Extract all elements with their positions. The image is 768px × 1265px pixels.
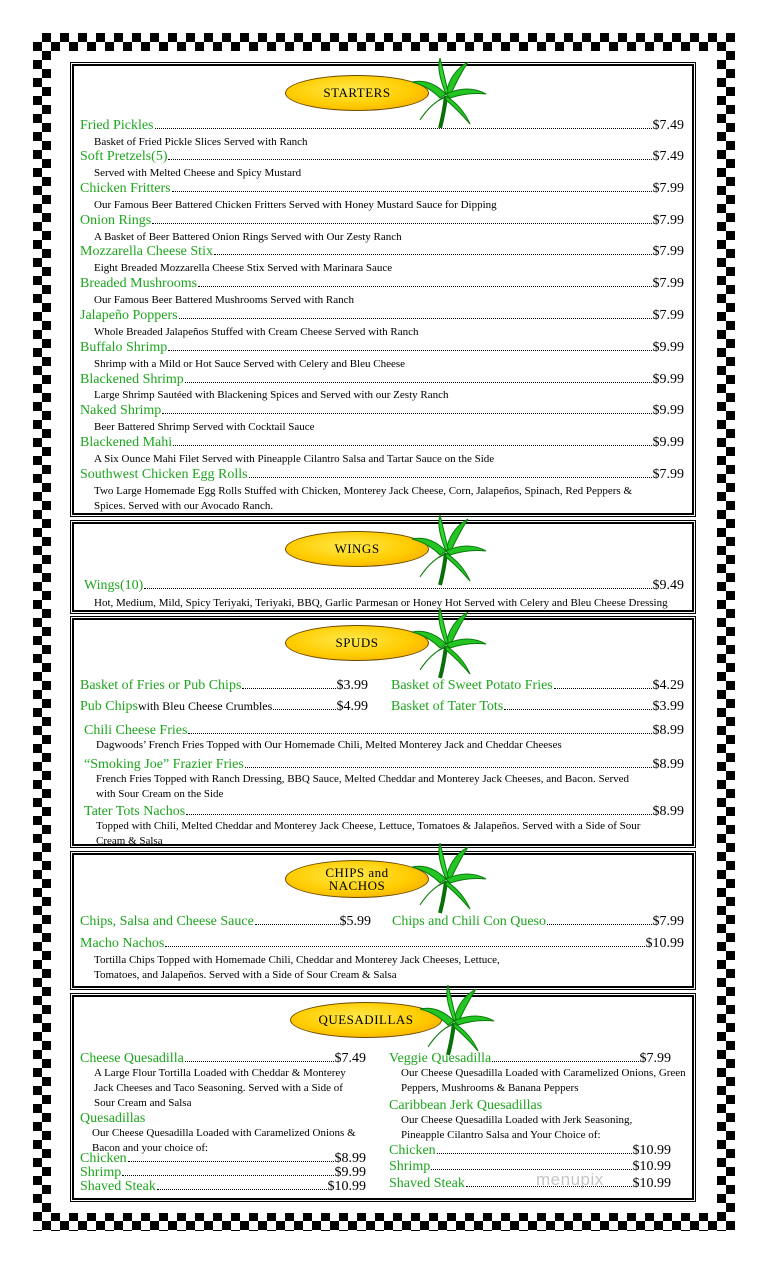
item-name: Chips and Chili Con Queso	[392, 914, 547, 929]
chips-banner	[285, 860, 429, 898]
item-price: $3.99	[652, 699, 684, 714]
item-name: Shrimp	[80, 1165, 122, 1180]
menu-item	[80, 1179, 366, 1195]
menu-item	[80, 149, 684, 165]
item-name: Blackened Shrimp	[80, 372, 184, 387]
item-description: Beer Battered Shrimp Served with Cocktail Sauce	[94, 421, 315, 433]
item-name: Veggie Quesadilla	[389, 1051, 492, 1066]
wings-title: WINGS	[334, 541, 380, 556]
menu-item	[80, 435, 684, 451]
item-price: $7.49	[652, 118, 684, 133]
item-name: Onion Rings	[80, 213, 152, 228]
menu-item	[84, 578, 684, 594]
item-description: Our Famous Beer Battered Chicken Fritters Served with Honey Mustard Sauce for Dipping	[94, 199, 497, 211]
item-description: French Fries Topped with Ranch Dressing, BBQ Sauce, Melted Cheddar and Monterey Jack Cheeses, and Bacon. Served with Sour Cream on the Side	[96, 773, 630, 800]
menu-item	[80, 936, 684, 952]
menu-item	[80, 213, 684, 229]
menu-item	[80, 699, 368, 715]
menu-item	[80, 244, 684, 260]
item-price: $9.99	[652, 403, 684, 418]
menu-item	[389, 1159, 671, 1175]
spuds-title: SPUDS	[335, 635, 379, 650]
menu-item	[80, 403, 684, 419]
item-qty: (10)	[120, 578, 144, 593]
starters-banner	[285, 75, 429, 111]
item-price: $7.99	[652, 467, 684, 482]
item-description: Basket of Fried Pickle Slices Served with Ranch	[94, 136, 308, 148]
item-description: A Basket of Beer Battered Onion Rings Served with Our Zesty Ranch	[94, 231, 402, 243]
item-description: Topped with Chili, Melted Cheddar and Monterey Jack Cheese, Lettuce, Tomatoes & Jalapeños. Served with a Side of Sour Cream & Salsa	[96, 820, 641, 847]
item-price: $7.99	[652, 276, 684, 291]
quesadillas-title: QUESADILLAS	[318, 1012, 414, 1027]
item-price: $7.99	[652, 914, 684, 929]
item-description: Dagwoods’ French Fries Topped with Our Homemade Chili, Melted Monterey Jack and Cheddar Cheeses	[96, 739, 562, 751]
item-name: Breaded Mushrooms	[80, 276, 198, 291]
menu-item	[80, 340, 684, 356]
item-price: $8.99	[652, 723, 684, 738]
item-description: Whole Breaded Jalapeños Stuffed with Cream Cheese Served with Ranch	[94, 326, 419, 338]
menu-item	[80, 1051, 366, 1067]
item-price: $9.49	[652, 578, 684, 593]
item-description: Hot, Medium, Mild, Spicy Teriyaki, Teriyaki, BBQ, Garlic Parmesan or Honey Hot Served with Celery and Bleu Cheese Dressing	[94, 597, 668, 609]
menu-item	[391, 678, 684, 694]
item-price: $7.99	[652, 181, 684, 196]
item-description: Our Cheese Quesadilla Loaded with Caramelized Onions & Bacon and your choice of:	[92, 1127, 356, 1154]
item-name: Shrimp	[389, 1159, 431, 1174]
item-name: Shaved Steak	[389, 1176, 465, 1191]
item-price: $8.99	[652, 804, 684, 819]
item-qty: (5)	[151, 149, 168, 164]
item-description: Our Cheese Quesadilla Loaded with Jerk Seasoning, Pineapple Cilantro Salsa and Your Choice of:	[401, 1114, 633, 1141]
chips-title-line1: CHIPS and	[325, 865, 389, 880]
menu-item	[80, 181, 684, 197]
item-description: Our Famous Beer Battered Mushrooms Served with Ranch	[94, 294, 354, 306]
item-price: $9.99	[652, 372, 684, 387]
starters-title: STARTERS	[323, 85, 391, 100]
menu-item	[389, 1176, 671, 1192]
menu-item	[392, 914, 684, 930]
palm-tree-icon	[410, 608, 488, 680]
item-price: $10.99	[632, 1176, 671, 1191]
item-price: $9.99	[334, 1165, 366, 1180]
watermark: menupix	[536, 1170, 604, 1189]
item-description: Our Cheese Quesadilla Loaded with Caramelized Onions, Green Peppers, Mushrooms & Banana Peppers	[401, 1067, 686, 1094]
item-description: Served with Melted Cheese and Spicy Mustard	[94, 167, 302, 179]
item-price: $10.99	[645, 936, 684, 951]
menu-item	[80, 372, 684, 388]
menu-item	[84, 757, 684, 773]
item-price: $7.99	[652, 244, 684, 259]
item-name: Tater Tots Nachos	[84, 804, 186, 819]
item-name: Basket of Fries or Pub Chips	[80, 678, 242, 693]
item-name: “Smoking Joe” Frazier Fries	[84, 757, 244, 772]
item-price: $7.99	[652, 308, 684, 323]
item-name: Naked Shrimp	[80, 403, 162, 418]
item-price: $10.99	[632, 1143, 671, 1158]
menu-item	[84, 723, 684, 739]
item-name: Chili Cheese Fries	[84, 723, 188, 738]
palm-tree-icon	[418, 985, 496, 1057]
item-price: $7.99	[639, 1051, 671, 1066]
menu-item	[389, 1051, 671, 1067]
item-description: Shrimp with a Mild or Hot Sauce Served with Celery and Bleu Cheese	[94, 358, 405, 370]
item-price: $9.99	[652, 340, 684, 355]
menu-item	[80, 308, 684, 324]
palm-tree-icon	[410, 515, 488, 587]
item-name: Cheese Quesadilla	[80, 1051, 184, 1066]
menu-item	[84, 804, 684, 820]
item-name: Chicken Fritters	[80, 181, 171, 196]
item-name: Wings	[84, 578, 120, 593]
chips-title-line2: NACHOS	[328, 878, 386, 893]
palm-tree-icon	[410, 843, 488, 915]
item-price: $10.99	[632, 1159, 671, 1174]
item-name: Southwest Chicken Egg Rolls	[80, 467, 248, 482]
item-name: Jalapeño Poppers	[80, 308, 178, 323]
item-price: $4.29	[652, 678, 684, 693]
item-name: Basket of Tater Tots	[391, 699, 504, 714]
wings-banner	[285, 531, 429, 567]
item-name: Shaved Steak	[80, 1179, 156, 1194]
menu-item	[391, 699, 684, 715]
item-note: with Bleu Cheese Crumbles	[137, 699, 273, 713]
item-price: $3.99	[336, 678, 368, 693]
item-name: Blackened Mahi	[80, 435, 173, 450]
item-name: Pub Chips	[80, 699, 138, 714]
menu-item	[389, 1143, 671, 1159]
item-price: $4.99	[336, 699, 368, 714]
item-price: $7.49	[652, 149, 684, 164]
item-price: $9.99	[652, 435, 684, 450]
item-name: Chicken	[80, 1151, 127, 1166]
menu-item	[80, 914, 371, 930]
item-description: Tortilla Chips Topped with Homemade Chili, Cheddar and Monterey Jack Cheeses, Lettuce, Tomatoes, and Jalapeños. Served with a Side of Sour Cream & Salsa	[94, 954, 500, 981]
item-description: A Large Flour Tortilla Loaded with Cheddar & Monterey Jack Cheeses and Taco Seasoning. Served with a Side of Sour Cream and Salsa	[94, 1067, 346, 1109]
item-description: Eight Breaded Mozzarella Cheese Stix Served with Marinara Sauce	[94, 262, 393, 274]
menu-item	[80, 276, 684, 292]
menu-item	[80, 678, 368, 694]
item-name: Macho Nachos	[80, 936, 165, 951]
menu-item	[80, 467, 684, 483]
item-price: $5.99	[339, 914, 371, 929]
item-name: Quesadillas	[80, 1111, 146, 1126]
item-price: $8.99	[652, 757, 684, 772]
item-name: Basket of Sweet Potato Fries	[391, 678, 553, 693]
item-price: $7.99	[652, 213, 684, 228]
item-price: $10.99	[327, 1179, 366, 1194]
item-price: $7.49	[334, 1051, 366, 1066]
menu-item	[80, 118, 684, 134]
item-name: Chicken	[389, 1143, 436, 1158]
item-name: Caribbean Jerk Quesadillas	[389, 1098, 543, 1113]
item-name: Mozzarella Cheese Stix	[80, 244, 213, 259]
item-name: Buffalo Shrimp	[80, 340, 168, 355]
item-description: Two Large Homemade Egg Rolls Stuffed with Chicken, Monterey Jack Cheese, Corn, Jalapeños, Spinach, Red Peppers & Spices. Served with our Avocado Ranch.	[94, 485, 633, 512]
item-name: Soft Pretzels	[80, 149, 152, 164]
item-name: Fried Pickles	[80, 118, 154, 133]
item-description: A Six Ounce Mahi Filet Served with Pineapple Cilantro Salsa and Tartar Sauce on the Side	[94, 453, 495, 465]
item-price: $8.99	[334, 1151, 366, 1166]
spuds-banner	[285, 625, 429, 661]
item-name: Chips, Salsa and Cheese Sauce	[80, 914, 254, 929]
item-description: Large Shrimp Sautéed with Blackening Spices and Served with our Zesty Ranch	[94, 389, 449, 401]
